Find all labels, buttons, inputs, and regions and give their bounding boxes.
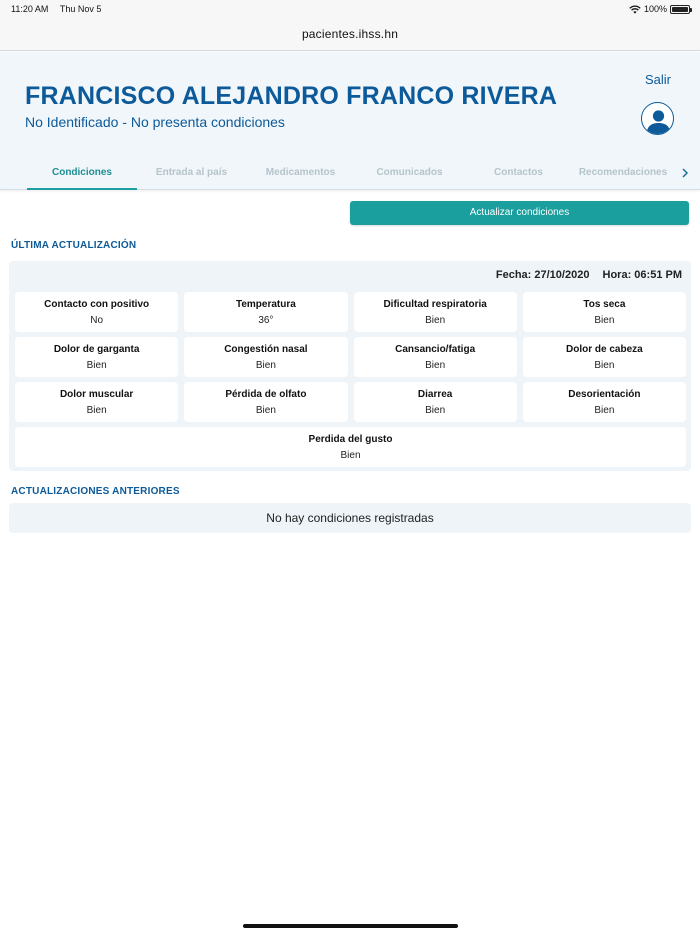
previous-updates-title: ACTUALIZACIONES ANTERIORES: [11, 486, 180, 497]
condition-card: [15, 337, 178, 377]
latest-update-title: ÚLTIMA ACTUALIZACIÓN: [11, 240, 137, 251]
chevron-right-icon[interactable]: [680, 166, 690, 180]
condition-card: [354, 292, 517, 332]
condition-card: [15, 292, 178, 332]
condition-label: Dolor de cabeza: [566, 344, 643, 355]
condition-value: Bien: [594, 360, 615, 371]
latest-update-panel: [9, 261, 691, 471]
conditions-grid: [15, 292, 686, 467]
condition-card: [184, 337, 347, 377]
tab-condiciones[interactable]: Condiciones: [27, 162, 137, 190]
home-indicator[interactable]: [243, 924, 458, 928]
condition-card: [523, 337, 686, 377]
update-date: Fecha: 27/10/2020: [495, 269, 590, 281]
condition-value: Bien: [425, 315, 446, 326]
condition-card: [15, 382, 178, 422]
condition-label: Contacto con positivo: [44, 299, 150, 310]
condition-value: Bien: [594, 315, 615, 326]
condition-card: [523, 292, 686, 332]
status-bar: [0, 0, 700, 18]
condition-value: Bien: [425, 360, 446, 371]
update-datetime: [496, 269, 682, 281]
condition-value: Bien: [255, 405, 276, 416]
condition-card: [354, 382, 517, 422]
condition-value: 36°: [258, 315, 274, 326]
battery-icon: [670, 5, 690, 14]
condition-value: No: [90, 315, 104, 326]
condition-label: Dolor muscular: [59, 389, 134, 400]
condition-label: Diarrea: [417, 389, 453, 400]
condition-label: Pérdida de olfato: [225, 389, 307, 400]
condition-value: Bien: [86, 360, 107, 371]
wifi-icon: [629, 5, 641, 14]
condition-label: Cansancio/fatiga: [395, 344, 476, 355]
condition-label: Desorientación: [568, 389, 641, 400]
empty-state-message: No hay condiciones registradas: [9, 503, 691, 533]
address-bar[interactable]: [0, 18, 700, 51]
tab-bar: [0, 162, 700, 190]
tab-medicamentos[interactable]: Medicamentos: [265, 167, 336, 178]
tab-comunicados[interactable]: Comunicados: [376, 167, 443, 178]
condition-value: Bien: [340, 450, 361, 461]
patient-status: No Identificado - No presenta condiciones: [25, 114, 285, 130]
tab-recomendaciones[interactable]: Recomendaciones: [578, 167, 668, 178]
tab-entrada-al-pais[interactable]: Entrada al país: [155, 167, 228, 178]
condition-label: Tos seca: [583, 299, 626, 310]
condition-value: Bien: [255, 360, 276, 371]
condition-label: Congestión nasal: [224, 344, 308, 355]
update-time: Hora: 06:51 PM: [602, 269, 682, 281]
condition-card: [184, 382, 347, 422]
condition-card: [523, 382, 686, 422]
update-conditions-button[interactable]: Actualizar condiciones: [350, 201, 689, 225]
battery-percent: 100%: [643, 4, 667, 14]
condition-label: Temperatura: [235, 299, 296, 310]
logout-link[interactable]: Salir: [644, 72, 671, 87]
condition-label: Perdida del gusto: [308, 434, 393, 445]
patient-header: [0, 52, 700, 190]
condition-value: Bien: [86, 405, 107, 416]
status-date: Thu Nov 5: [59, 4, 102, 14]
condition-card: [15, 427, 686, 467]
status-time: 11:20 AM: [11, 4, 49, 14]
condition-label: Dificultad respiratoria: [383, 299, 487, 310]
tab-contactos[interactable]: Contactos: [494, 167, 543, 178]
condition-label: Dolor de garganta: [53, 344, 140, 355]
condition-card: [354, 337, 517, 377]
condition-value: Bien: [594, 405, 615, 416]
condition-value: Bien: [425, 405, 446, 416]
patient-name: FRANCISCO ALEJANDRO FRANCO RIVERA: [25, 82, 558, 110]
user-avatar-icon[interactable]: [641, 102, 674, 135]
url-text: pacientes.ihss.hn: [301, 27, 399, 41]
condition-card: [184, 292, 347, 332]
